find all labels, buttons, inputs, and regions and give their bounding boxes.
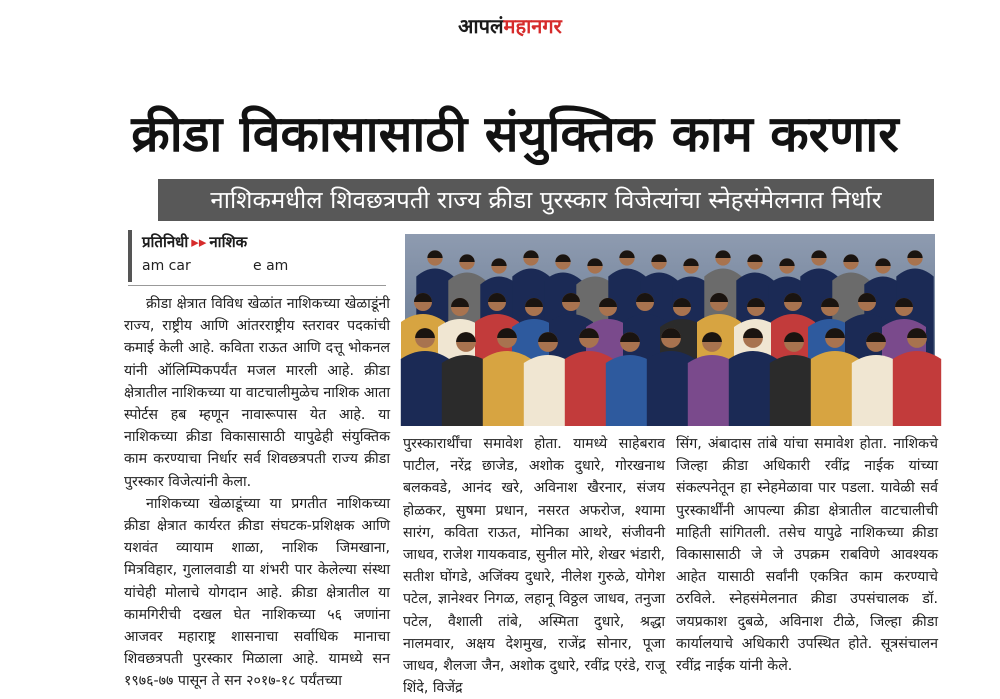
article-paragraph: नाशिकच्या खेळाडूंच्या या प्रगतीत नाशिकच्या क्रीडा क्षेत्रात कार्यरत क्रीडा संघटक-प्रशिक्षक आणि यशवंत व्यायाम शाळा, नाशिक जिमखाना, मित्रविहार, गुलालवाडी या शंभरी पार केलेल्या संस्था यांचेही मोलाचे योगदान आहे. क्रीडा क्षेत्रातील या कामगिरीची दखल घेत नाशिकच्या ५६ जणांना आजवर महाराष्ट्र शासनाचा सर्वाधिक मानाचा शिवछत्रपती पुरस्कार मिळाला आहे. यामध्ये सन १९७६-७७ पासून ते सन २०१७-१८ पर्यंतच्या [124,495,390,690]
byline-separator-icon: ▸▸ [191,233,207,251]
article-paragraph: क्रीडा क्षेत्रात विविध खेळांत नाशिकच्या खेळाडूंनी राज्य, राष्ट्रीय आणि आंतरराष्ट्रीय स्तरावर पदकांची कमाई केली आहे. कविता राऊत आणि दत्तू भोकनल यांनी ऑलिम्पिकपर्यंत मजल मारली आहे. क्रीडा क्षेत्रातील नाशिकच्या या वाटचालीमुळेच नाशिक आता स्पोर्टस हब म्हणून नावारूपास येत आहे. या नाशिकच्या क्रीडा विकासासाठी यापुढेही संयुक्तिक काम करण्याचा निर्धार सर्व शिवछत्रपती राज्य क्रीडा पुरस्कार विजेत्यांनी केला. [124,296,390,490]
newspaper-masthead [420,10,600,42]
byline-location: नाशिक [209,233,248,251]
group-photo [405,234,935,426]
byline-reporter: प्रतिनिधी [142,233,189,251]
byline [128,230,390,282]
article-column-1 [124,293,390,690]
byline-line [142,232,247,252]
byline-divider [128,285,386,286]
masthead-name-part2: महानगर [503,14,562,38]
article-column-3: सिंग, अंबादास तांबे यांचा समावेश होता. नाशिकचे जिल्हा क्रीडा अधिकारी रवींद्र नाईक यांच्या संकल्पनेतून हा स्नेहमेळावा पार पडला. यावेळी सर्व पुरस्कार्थींनी आपल्या क्रीडा क्षेत्रातील वाटचालीची माहिती सांगितली. तसेच यापुढे नाशिकच्या क्रीडा विकासासाठी जे जे उपक्रम राबविणे आवश्यक आहेत यासाठी सर्वांनी एकत्रित काम करण्याचे ठरविले. स्नेहसंमेलनात क्रीडा उपसंचालक डॉ. जयप्रकाश दुबळे, अविनाश टीळे, जिल्हा क्रीडा कार्यालयाचे अधिकारी उपस्थित होते. सूत्रसंचालन रवींद्र नाईक यांनी केले. [676,436,938,675]
article-subheadline: नाशिकमधील शिवछत्रपती राज्य क्रीडा पुरस्कार विजेत्यांचा स्नेहसंमेलनात निर्धार [158,179,934,221]
masthead-name-part1: आपलं [458,14,504,38]
byline-garbled-text: am car e am [142,258,289,274]
article-headline: क्रीडा विकासासाठी संयुक्तिक काम करणार [131,105,899,163]
article-column-2: पुरस्कारार्थींचा समावेश होता. यामध्ये साहेबराव पाटील, नरेंद्र छाजेड, अशोक दुधारे, गोरखनाथ बलकवडे, आनंद खरे, अविनाश खैरनार, संजय होळकर, सुषमा प्रधान, नसरत अफरोज, श्यामा सारंग, कविता राऊत, मोनिका आथरे, संजीवनी जाधव, राजेश गायकवाड, सुनील मोरे, शेखर भंडारी, सतीश घोंगडे, अजिंक्य दुधारे, नीलेश गुरुळे, योगेश पटेल, ज्ञानेश्वर निगळ, लहानू विठ्ठल जाधव, तनुजा पटेल, वैशाली तांबे, अस्मिता दुधारे, श्रद्धा नालमवार, अक्षय देशमुख, राजेंद्र सोनार, पूजा जाधव, शैलजा जैन, अशोक दुधारे, रवींद्र एरंडे, राजू शिंदे, विजेंद्र [403,436,665,697]
